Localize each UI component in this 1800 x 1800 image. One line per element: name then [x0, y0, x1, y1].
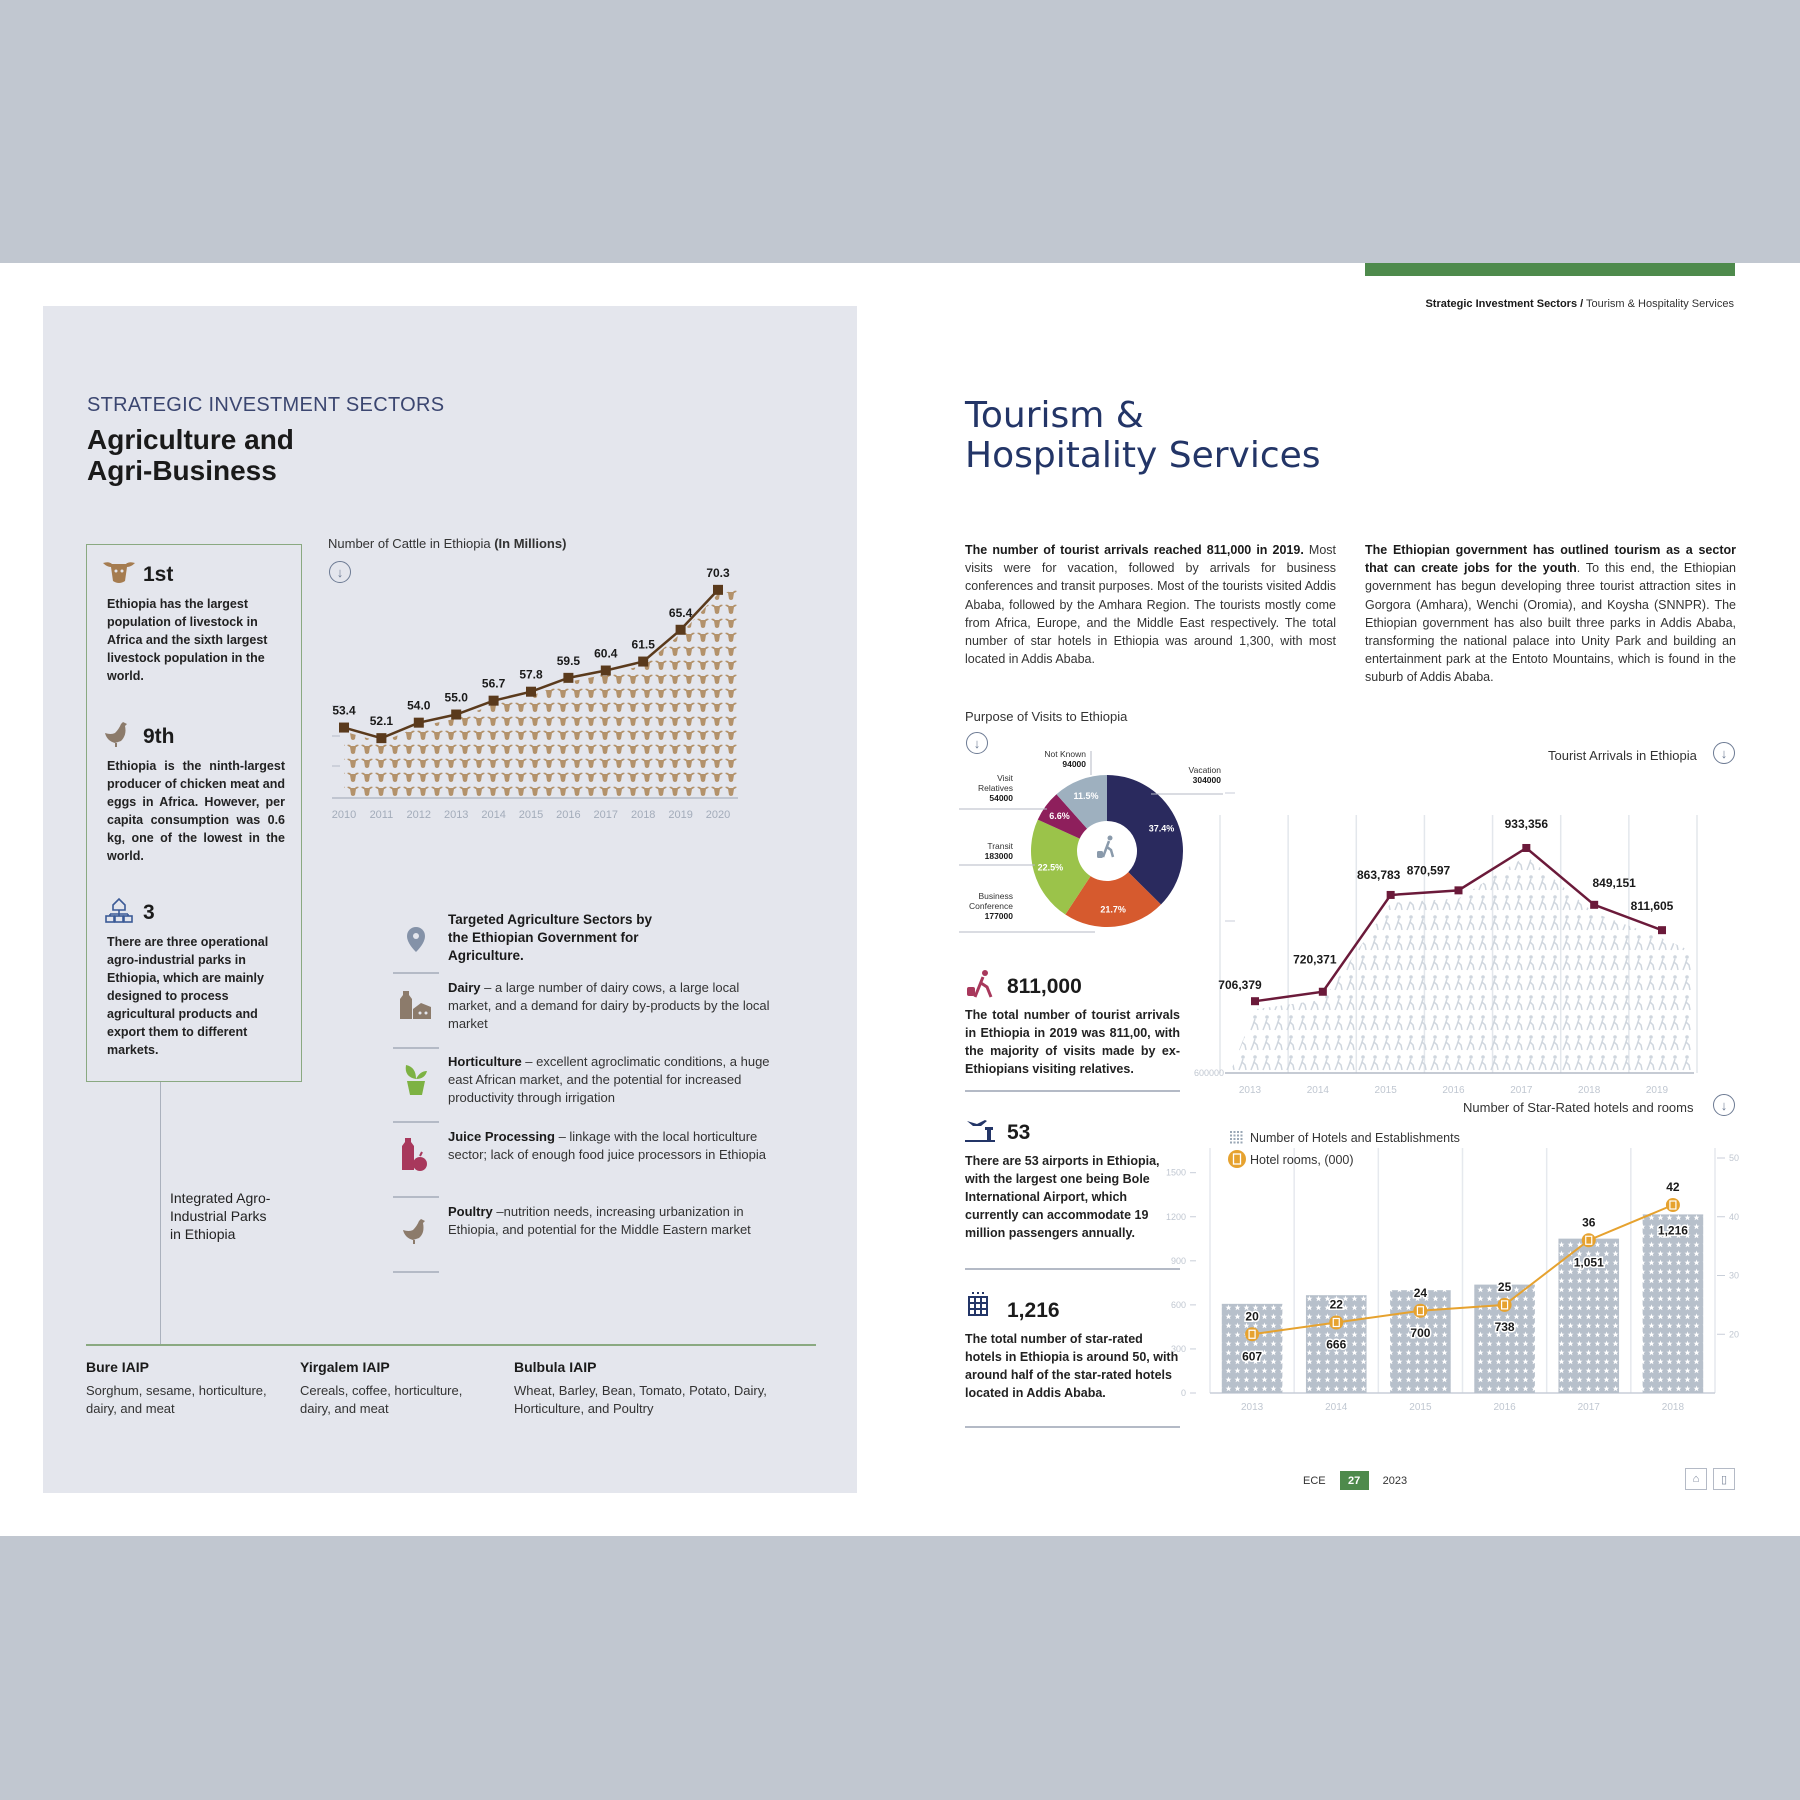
legend-dot: [1230, 1135, 1232, 1137]
y-tick-label-right: 20: [1729, 1329, 1740, 1340]
point-label: 20: [1245, 1309, 1259, 1324]
iaip-heading: Integrated Agro-Industrial Parks in Ethiopia: [170, 1190, 271, 1242]
sector-desc: –nutrition needs, increasing urbanization in Ethiopia, and potential for the Middle Eastern market: [448, 1204, 751, 1237]
park-name: Bulbula IAIP: [514, 1359, 597, 1375]
legend-dot: [1237, 1142, 1239, 1144]
sector-text: [448, 979, 778, 1033]
sectors-heading: Targeted Agriculture Sectors by the Ethiopian Government for Agriculture.: [448, 912, 653, 963]
x-tick-label: 2013: [443, 809, 469, 821]
download-icon[interactable]: ↓: [329, 561, 351, 583]
data-point: [1658, 926, 1666, 934]
slice-name: Visit: [997, 773, 1013, 783]
slice-pct: 22.5%: [1037, 862, 1064, 873]
y-tick-label-right: 30: [1729, 1270, 1740, 1281]
legend-label: Number of Hotels and Establishments: [1250, 1131, 1460, 1145]
slice-name: Transit: [987, 841, 1013, 851]
para-body: Most visits were for vacation, followed by arrivals for business conferences and transit purposes. Most of the tourists visited Addis Ababa, followed by the Amhara Region. The tourists mostly come from Africa, Europe, and the Middle East respectively. The total number of star hotels in Ethiopia was around 1,300, with most located in Addis Ababa.: [965, 543, 1336, 667]
separator: [965, 1426, 1180, 1428]
data-label: 933,356: [1504, 816, 1549, 831]
data-point: [339, 723, 349, 733]
sector-name: Dairy: [448, 980, 481, 995]
legend-dot: [1237, 1138, 1239, 1140]
legend-dot: [1234, 1138, 1236, 1140]
data-label: 811,605: [1630, 899, 1674, 914]
contents-button[interactable]: [1713, 1468, 1735, 1490]
legend-dot: [1241, 1131, 1243, 1133]
x-tick-label: 2020: [705, 809, 731, 821]
data-label: 849,151: [1592, 875, 1636, 890]
x-tick-label: 2017: [1510, 1085, 1533, 1096]
arrivals-chart: [1193, 773, 1740, 1096]
pie-center: [1079, 823, 1135, 879]
luggage: [1097, 851, 1103, 858]
hotel-icon: [965, 1291, 997, 1321]
brochure-spread: [0, 263, 1800, 1536]
x-tick-label: 2018: [1578, 1085, 1601, 1096]
arrivals-chart-title: Tourist Arrivals in Ethiopia: [1548, 748, 1697, 763]
separator: [393, 1196, 439, 1198]
x-tick-label: 2017: [1577, 1402, 1600, 1413]
y-min-label: 600000: [1193, 1068, 1224, 1078]
data-label: 54.0: [407, 698, 431, 713]
chart-title-unit: (In Millions): [494, 536, 567, 551]
title-line-2: Hospitality Services: [965, 435, 1321, 476]
data-label: 55.0: [444, 690, 468, 705]
y-tick-label-left: 1500: [1165, 1167, 1186, 1178]
slice-pct: 6.6%: [1049, 811, 1070, 822]
data-point: [526, 687, 536, 697]
rooms-point: [1413, 1304, 1427, 1318]
separator: [965, 1090, 1180, 1092]
data-label: 70.3: [706, 565, 730, 580]
sector-text: [448, 1128, 778, 1164]
slice-value: 94000: [1062, 759, 1086, 769]
data-label: 52.1: [369, 714, 394, 729]
home-icon: ⌂: [1692, 1473, 1700, 1485]
data-label: 56.7: [481, 676, 506, 691]
separator: [393, 1121, 439, 1123]
stat-value: 53: [1007, 1121, 1031, 1144]
home-button[interactable]: [1685, 1468, 1707, 1490]
y-tick-label-left: 600: [1170, 1299, 1186, 1310]
park-yirgalem: [300, 1358, 485, 1418]
data-label: 59.5: [556, 653, 581, 668]
data-point: [1590, 901, 1598, 909]
data-point: [1251, 997, 1259, 1005]
point-label: 36: [1582, 1215, 1596, 1230]
page-footer: [1303, 1471, 1407, 1490]
point-label: 22: [1329, 1297, 1343, 1312]
stat-text: There are 53 airports in Ethiopia, with the largest one being Bole International Airport, which currently can accommodate 19 million passengers annually.: [965, 1154, 1160, 1240]
data-label: 53.4: [332, 703, 356, 718]
data-point: [414, 718, 424, 728]
slice-pct: 11.5%: [1073, 790, 1099, 801]
data-label: 65.4: [668, 605, 693, 620]
title-line-2: Agri-Business: [87, 455, 277, 486]
fact-value: 3: [143, 901, 155, 924]
legend-dot: [1241, 1142, 1243, 1144]
chicken-icon: [393, 1209, 439, 1249]
bar-label: 666: [1326, 1337, 1347, 1352]
facts-box: [86, 544, 302, 1082]
y-tick-label-right: 40: [1729, 1211, 1740, 1222]
legend-dot: [1230, 1142, 1232, 1144]
slice-value: 304000: [1192, 775, 1221, 785]
legend-dot: [1237, 1131, 1239, 1133]
page-number: 27: [1340, 1471, 1369, 1490]
sector-name: Juice Processing: [448, 1129, 555, 1144]
page-icon: ▯: [1720, 1473, 1728, 1486]
data-point: [376, 733, 386, 743]
cattle-area: [344, 590, 738, 796]
legend-dot: [1237, 1135, 1239, 1137]
legend-dot: [1234, 1135, 1236, 1137]
data-label: 720,371: [1293, 952, 1337, 967]
bar-label: 700: [1410, 1325, 1431, 1340]
y-tick-label-left: 1200: [1165, 1211, 1186, 1222]
download-icon[interactable]: ↓: [1713, 1094, 1735, 1116]
title-line-1: Agriculture and: [87, 424, 294, 455]
page-title: [965, 396, 1321, 476]
point-label: 25: [1497, 1279, 1512, 1294]
x-tick-label: 2015: [1409, 1402, 1432, 1413]
slice-name: Conference: [969, 901, 1013, 911]
y-tick-label-left: 300: [1170, 1343, 1186, 1354]
x-tick-label: 2018: [1661, 1402, 1685, 1413]
section-kicker: STRATEGIC INVESTMENT SECTORS: [87, 394, 445, 416]
rooms-point: [1666, 1198, 1680, 1212]
accent-bar: [1365, 263, 1735, 276]
slice-pct: 21.7%: [1100, 904, 1126, 915]
traveler-icon: [965, 969, 997, 999]
para-lead: The Ethiopian government has outlined tourism as a sector that can create jobs for the youth: [1365, 543, 1736, 576]
fact-text: Ethiopia has the largest population of livestock in Africa and the sixth largest livestock population in the world.: [107, 597, 268, 683]
x-tick-label: 2011: [369, 809, 394, 821]
cattle-chart: [318, 546, 838, 826]
data-point: [601, 666, 611, 676]
legend-dot: [1241, 1138, 1243, 1140]
intro-paragraph-2: [1365, 541, 1736, 687]
x-tick-label: 2018: [630, 809, 656, 821]
bar-label: 1,051: [1573, 1255, 1604, 1270]
rooms-point: [1329, 1316, 1343, 1330]
connector-line: [160, 1082, 161, 1344]
y-tick-label-left: 900: [1170, 1255, 1186, 1266]
data-label: 863,783: [1356, 867, 1401, 882]
location-pin-icon: [393, 919, 439, 959]
legend-label: Hotel rooms, (000): [1250, 1153, 1354, 1167]
industrial-park-icon: [101, 895, 137, 925]
cow-icon: [101, 557, 137, 587]
sector-desc: – excellent agroclimatic conditions, a huge east African market, and the potential for increased productivity through irrigation: [448, 1054, 770, 1105]
chart-title-text: Number of Cattle in Ethiopia: [328, 536, 491, 551]
data-label: 870,597: [1406, 863, 1451, 878]
sector-text: [448, 1203, 778, 1239]
intro-paragraph-1: [965, 541, 1336, 668]
traveler-head: [1108, 836, 1113, 841]
x-tick-label: 2017: [593, 809, 619, 821]
x-tick-label: 2019: [668, 809, 693, 821]
data-point: [451, 710, 461, 720]
para-lead: The number of tourist arrivals reached 811,000 in 2019.: [965, 543, 1304, 557]
sector-text: [448, 1053, 778, 1107]
park-bure: [86, 1358, 286, 1418]
juice-icon: [393, 1134, 439, 1174]
stat-text: The total number of star-rated hotels in Ethiopia is around 50, with around half of the star-rated hotels located in Addis Ababa.: [965, 1332, 1179, 1400]
fact-value: 1st: [143, 563, 174, 586]
divider: [86, 1344, 816, 1346]
para-body: . To this end, the Ethiopian government has begun developing three tourist attraction sites in Gorgora (Amhara), Wenchi (Oromia), and Koysha (SNNPR). The Ethiopian government has also built three parks in Addis Ababa, transforming the national palace into Unity Park and building an entertainment park at the Entoto Mountains, which is found in the suburb of Addis Ababa.: [1365, 561, 1736, 685]
fact-text: There are three operational agro-industrial parks in Ethiopia, which are mainly designed to process agricultural products and export them to different markets.: [107, 935, 269, 1057]
park-name: Bure IAIP: [86, 1359, 150, 1375]
y-tick-label-left: 0: [1180, 1388, 1186, 1398]
footer-publisher: ECE: [1303, 1474, 1326, 1487]
x-tick-label: 2012: [406, 809, 432, 821]
sector-name: Horticulture: [448, 1054, 522, 1069]
x-tick-label: 2015: [518, 809, 544, 821]
hotels-chart: [1165, 1123, 1740, 1463]
slice-value: 177000: [984, 911, 1013, 921]
slice-name: Relatives: [978, 783, 1013, 793]
x-tick-label: 2016: [556, 809, 581, 821]
y-tick-label-right: 50: [1729, 1153, 1740, 1163]
pie-chart-title: Purpose of Visits to Ethiopia: [965, 709, 1128, 724]
rooms-point: [1582, 1233, 1596, 1247]
x-tick-label: 2013: [1240, 1402, 1264, 1413]
rooms-point: [1245, 1327, 1259, 1341]
breadcrumb: [1425, 298, 1734, 310]
slice-value: 54000: [989, 793, 1013, 803]
data-point: [563, 673, 573, 683]
rooms-point: [1498, 1298, 1512, 1312]
x-tick-label: 2010: [331, 809, 357, 821]
fact-value: 9th: [143, 725, 175, 748]
separator: [393, 1047, 439, 1049]
separator: [965, 1268, 1180, 1270]
x-tick-label: 2013: [1238, 1085, 1262, 1096]
data-label: 706,379: [1218, 978, 1262, 993]
breadcrumb-section[interactable]: Strategic Investment Sectors /: [1425, 298, 1584, 310]
bar-label: 738: [1494, 1319, 1515, 1334]
download-icon[interactable]: ↓: [1713, 742, 1735, 764]
stat-value: 1,216: [1007, 1299, 1060, 1322]
data-point: [713, 585, 723, 595]
sector-desc: – a large number of dairy cows, a large local market, and a demand for dairy by-products by the local market: [448, 980, 770, 1031]
download-icon[interactable]: ↓: [966, 732, 988, 754]
data-point: [1319, 988, 1327, 996]
slice-pct: 37.4%: [1148, 823, 1175, 834]
footer-year: 2023: [1382, 1474, 1408, 1487]
hotels-chart-title: Number of Star-Rated hotels and rooms: [1463, 1100, 1694, 1115]
breadcrumb-current: Tourism & Hospitality Services: [1583, 298, 1734, 310]
separator: [393, 972, 439, 974]
plant-icon: [393, 1059, 439, 1099]
legend-dot: [1230, 1131, 1232, 1133]
x-tick-label: 2015: [1374, 1085, 1397, 1096]
park-products: Sorghum, sesame, horticulture, dairy, and meat: [86, 1383, 267, 1416]
park-products: Wheat, Barley, Bean, Tomato, Potato, Dairy, Horticulture, and Poultry: [514, 1383, 767, 1416]
x-tick-label: 2016: [1493, 1402, 1516, 1413]
slice-value: 183000: [984, 851, 1013, 861]
bar-label: 1,216: [1657, 1223, 1688, 1238]
point-label: 42: [1666, 1180, 1680, 1194]
left-page: [43, 306, 857, 1493]
slice-name: Business: [978, 891, 1013, 901]
data-point: [1522, 844, 1530, 852]
legend-dot: [1234, 1142, 1236, 1144]
data-point: [1455, 886, 1463, 894]
legend-marker: [1228, 1150, 1246, 1168]
point-label: 24: [1413, 1285, 1428, 1300]
purpose-pie-chart: [955, 751, 1225, 946]
slice-name: Not Known: [1044, 749, 1086, 759]
data-point: [489, 696, 499, 706]
hotel-bar: [1643, 1214, 1704, 1393]
airport-icon: [965, 1115, 997, 1145]
legend-dot: [1230, 1138, 1232, 1140]
title-line-1: Tourism &: [965, 395, 1144, 436]
separator: [393, 1271, 439, 1273]
x-tick-label: 2014: [1325, 1402, 1348, 1413]
park-bulbula: [514, 1358, 784, 1418]
data-label: 60.4: [594, 646, 618, 661]
data-label: 61.5: [631, 637, 655, 652]
park-products: Cereals, coffee, horticulture, dairy, and meat: [300, 1383, 463, 1416]
legend-dot: [1234, 1131, 1236, 1133]
data-label: 57.8: [519, 667, 543, 682]
slice-name: Vacation: [1188, 765, 1221, 775]
dairy-icon: [393, 985, 439, 1025]
fact-text: Ethiopia is the ninth-largest producer of chicken meat and eggs in Africa. However, per capita consumption was 0.6 kg, one of the lowest in the world.: [107, 759, 285, 863]
data-point: [676, 625, 686, 635]
stat-text: The total number of tourist arrivals in Ethiopia in 2019 was 811,00, with the majority of visits made by ex-Ethiopians visiting relatives.: [965, 1008, 1180, 1076]
stat-value: 811,000: [1007, 975, 1082, 998]
x-tick-label: 2019: [1645, 1085, 1669, 1096]
sector-desc: – linkage with the local horticulture sector; lack of enough food juice processors in Ethiopia: [448, 1129, 766, 1162]
chicken-icon: [101, 719, 137, 749]
data-point: [1387, 891, 1395, 899]
x-tick-label: 2016: [1442, 1085, 1465, 1096]
x-tick-label: 2014: [1306, 1085, 1329, 1096]
legend-dot: [1241, 1135, 1243, 1137]
x-tick-label: 2014: [481, 809, 506, 821]
bar-label: 607: [1242, 1349, 1263, 1364]
sector-name: Poultry: [448, 1204, 493, 1219]
data-point: [638, 657, 648, 667]
page-title: [87, 424, 294, 486]
park-name: Yirgalem IAIP: [300, 1359, 390, 1375]
